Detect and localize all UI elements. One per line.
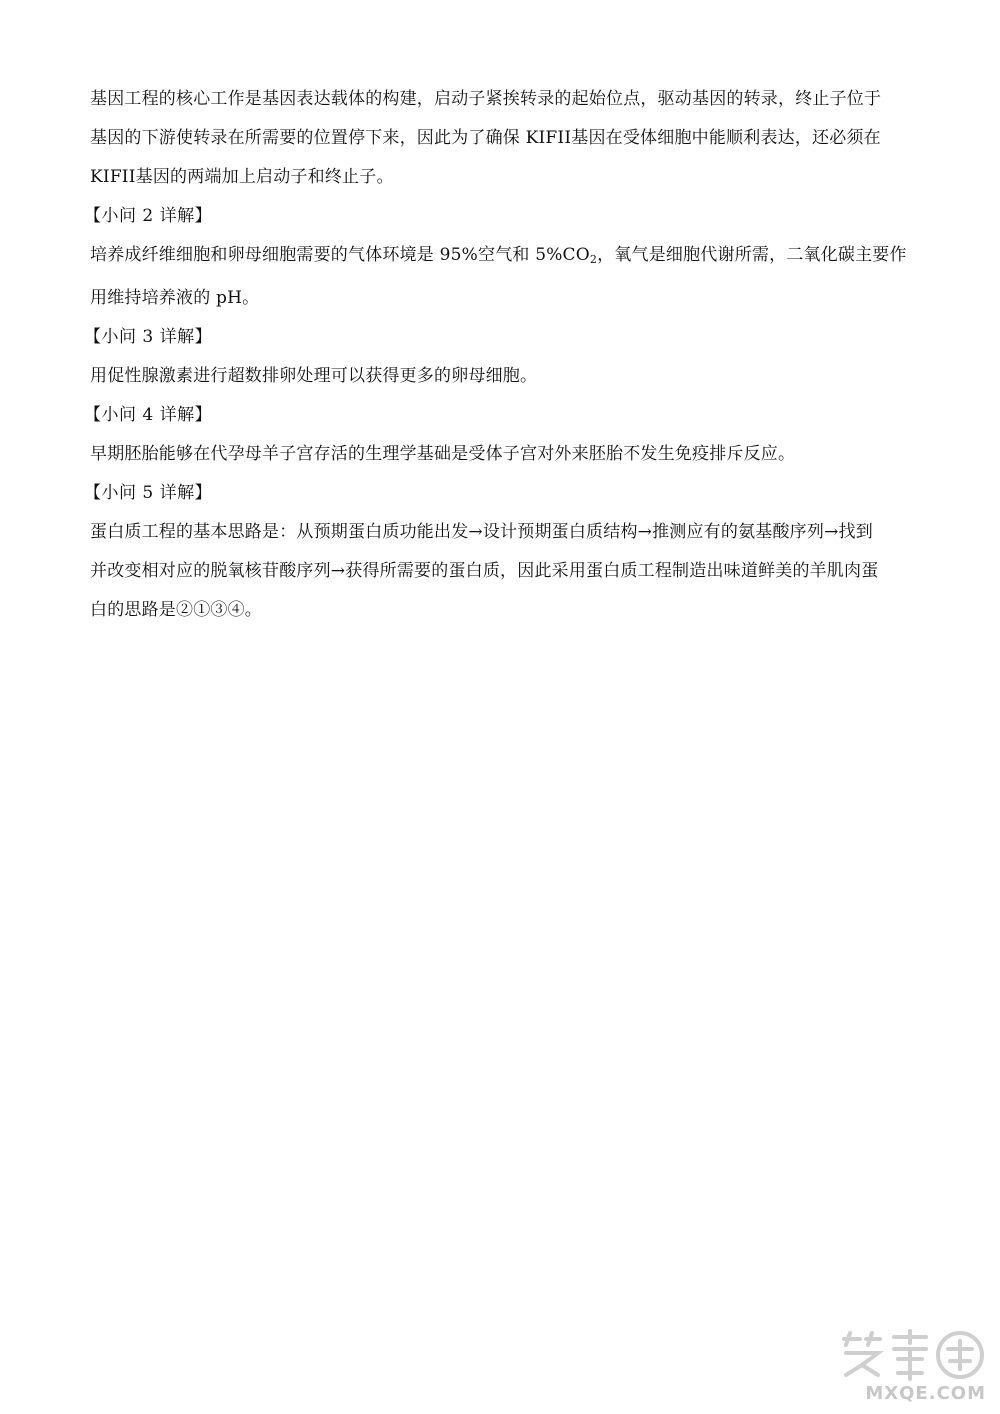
intro-line-3: KIFII基因的两端加上启动子和终止子。 xyxy=(90,167,394,187)
co2-subscript: 2 xyxy=(589,253,598,266)
document-content xyxy=(84,80,920,630)
q2-heading: 【小问 2 详解】 xyxy=(84,206,213,226)
q2-line-2: 用维持培养液的 pH。 xyxy=(90,288,260,308)
intro-paragraph xyxy=(90,80,920,197)
q2-paragraph xyxy=(90,236,920,318)
intro-line-2: 基因的下游使转录在所需要的位置停下来，因此为了确保 KIFII基因在受体细胞中能顺利表达，还必须在 xyxy=(90,128,881,148)
q3-heading: 【小问 3 详解】 xyxy=(84,327,213,347)
q4-line-1: 早期胚胎能够在代孕母羊子宫存活的生理学基础是受体子宫对外来胚胎不发生免疫排斥反应。 xyxy=(90,444,796,464)
q2-line-1-text-a: 培养成纤维细胞和卵母细胞需要的气体环境是 95%空气和 5%CO xyxy=(90,245,590,265)
q5-line-3: 白的思路是②①③④。 xyxy=(90,600,262,620)
q5-line-2: 并改变相对应的脱氧核苷酸序列→获得所需要的蛋白质，因此采用蛋白质工程制造出味道鲜美的羊肌肉蛋 xyxy=(90,561,879,581)
q4-paragraph xyxy=(90,435,920,474)
q3-paragraph xyxy=(90,357,920,396)
q4-heading: 【小问 4 详解】 xyxy=(84,405,213,425)
q5-line-1: 蛋白质工程的基本思路是：从预期蛋白质功能出发→设计预期蛋白质结构→推测应有的氨基酸序列→找到 xyxy=(90,522,873,542)
intro-line-1: 基因工程的核心工作是基因表达载体的构建，启动子紧挨转录的起始位点，驱动基因的转录，终止子位于 xyxy=(90,89,882,109)
watermark-logo-icon xyxy=(836,1329,986,1381)
watermark-url: MXQE.COM xyxy=(865,1383,986,1404)
q3-line-1: 用促性腺激素进行超数排卵处理可以获得更多的卵母细胞。 xyxy=(90,366,538,386)
q2-line-1 xyxy=(90,236,920,279)
watermark xyxy=(836,1329,986,1404)
q2-line-1-text-b: ，氧气是细胞代谢所需，二氧化碳主要作 xyxy=(597,245,907,265)
q5-paragraph xyxy=(90,513,920,630)
q5-heading: 【小问 5 详解】 xyxy=(84,483,213,503)
